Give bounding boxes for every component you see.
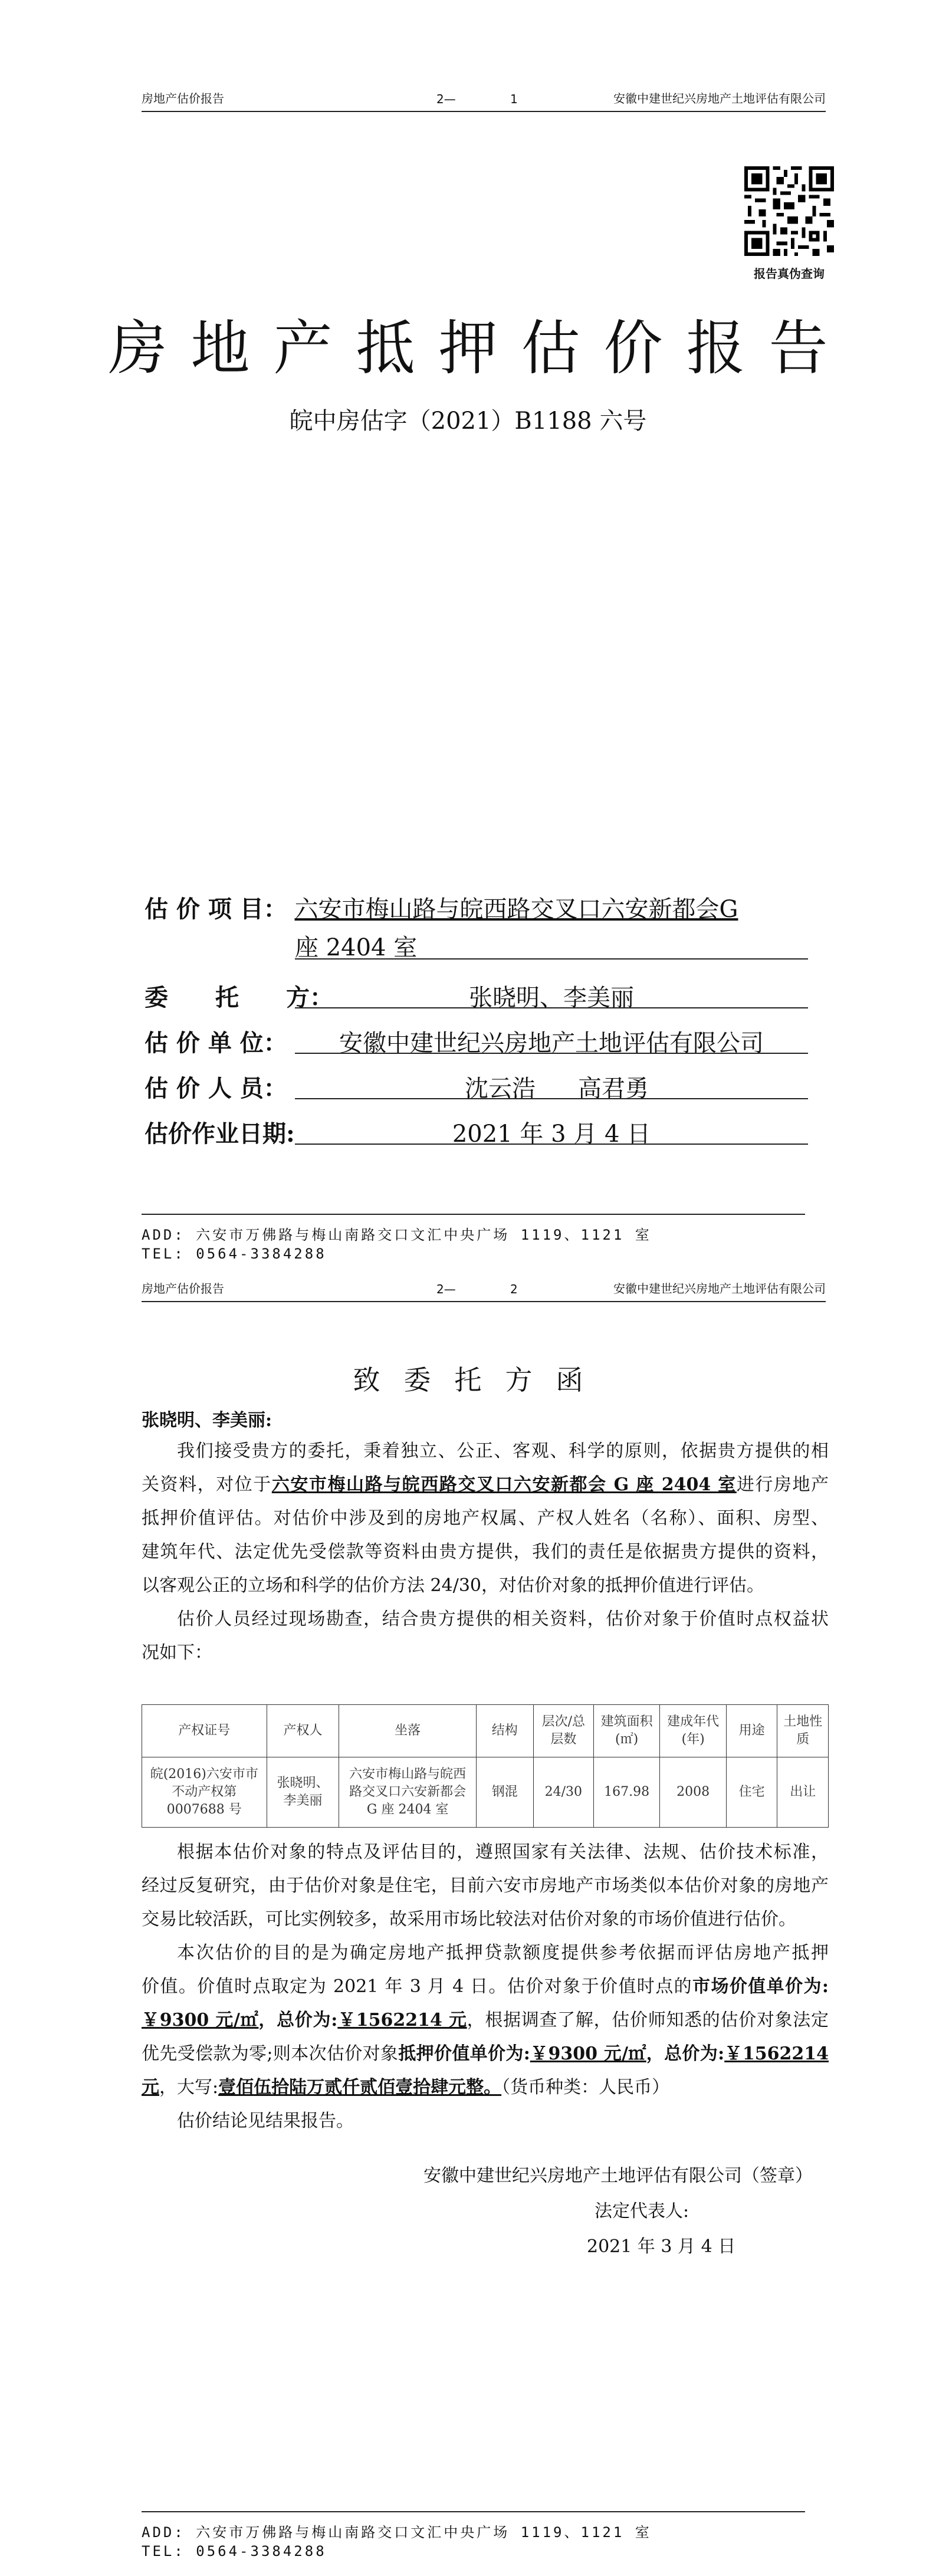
td-floors: 24/30 — [533, 1757, 593, 1828]
paragraph-3 — [142, 1835, 829, 1936]
paragraph-1 — [142, 1434, 829, 1602]
header-company: 安徽中建世纪兴房地产土地评估有限公司 — [613, 91, 826, 106]
p4-text: 优先受偿款为零;则本次估价对象 — [142, 2043, 399, 2064]
property-table — [142, 1704, 829, 1828]
appraiser-label: 估 价 人 员： — [144, 1075, 287, 1102]
p1-line: 我们接受贵方的委托，秉着独立、公正、客观、科学的原则，依据贵方提供的相 — [177, 1441, 829, 1461]
date-underline — [295, 1144, 808, 1145]
footer-tel: TEL: 0564-3384288 — [142, 1246, 327, 1262]
date-label: 估价作业日期: — [144, 1120, 295, 1148]
table-header-row — [142, 1705, 829, 1757]
footer-rule — [142, 1214, 805, 1215]
p4-line — [142, 1970, 829, 2003]
th-area: 建筑面积(㎡) — [593, 1705, 660, 1757]
qr-code-icon[interactable] — [744, 166, 834, 256]
amount-in-words: 壹佰伍拾陆万贰仟贰佰壹拾肆元整。 — [218, 2077, 502, 2098]
client-label: 委 托 方： — [144, 984, 333, 1011]
th-owner: 产权人 — [267, 1705, 339, 1757]
unit-field — [144, 1024, 287, 1058]
td-location: 六安市梅山路与皖西路交叉口六安新都会 G 座 2404 室 — [339, 1757, 476, 1828]
p1-text: 进行房地产 — [736, 1474, 829, 1495]
td-use: 住宅 — [726, 1757, 777, 1828]
p1-line: 建筑年代、法定优先受偿款等资料由贵方提供，我们的责任是依据贵方提供的资料， — [142, 1542, 829, 1562]
p4-text: ，大写: — [159, 2077, 219, 2098]
salutation: 张晓明、李美丽: — [142, 1410, 272, 1431]
property-address: 六安市梅山路与皖西路交叉口六安新都会 G 座 2404 室 — [271, 1474, 737, 1495]
appraiser-field — [144, 1070, 287, 1103]
th-year: 建成年代(年) — [660, 1705, 727, 1757]
paragraph-2 — [142, 1602, 829, 1670]
report-number: 皖中房估字（2021）B1188 六号 — [289, 408, 647, 435]
th-location: 坐落 — [339, 1705, 476, 1757]
cover-page — [0, 0, 936, 1279]
td-owner: 张晓明、李美丽 — [267, 1757, 339, 1828]
currency-type: （货币种类：人民币） — [501, 2077, 670, 2098]
market-total-price: ￥1562214 元 — [337, 2010, 467, 2030]
unit-value: 安徽中建世纪兴房地产土地评估有限公司 — [339, 1030, 764, 1057]
client-value: 张晓明、李美丽 — [469, 984, 634, 1011]
footer-address: ADD: 六安市万佛路与梅山南路交口文汇中央广场 1119、1121 室 — [142, 2524, 652, 2541]
report-title: 房地产抵押估价报告 — [108, 314, 852, 383]
td-structure: 钢混 — [476, 1757, 533, 1828]
p1-text: 关资料，对位于 — [142, 1474, 272, 1495]
date-field — [144, 1115, 295, 1149]
market-total-label: ，总价为: — [258, 2010, 338, 2030]
mortgage-total-label: ，总价为: — [646, 2043, 725, 2064]
p1-line: 以客观公正的立场和科学的估价方法 24/30，对估价对象的抵押价值进行评估。 — [142, 1575, 764, 1596]
td-area: 167.98 — [593, 1757, 660, 1828]
td-cert: 皖(2016)六安市市不动产权第 0007688 号 — [142, 1757, 267, 1828]
client-underline — [295, 1007, 808, 1008]
project-label: 估 价 项 目： — [144, 895, 287, 923]
p4-line — [142, 2037, 829, 2071]
p2-line: 况如下： — [142, 1642, 212, 1663]
th-cert: 产权证号 — [142, 1705, 267, 1757]
p1-line: 抵押价值评估。对估价中涉及到的房地产权属、产权人姓名（名称）、面积、房型、 — [142, 1508, 829, 1529]
letter-title: 致委托方函 — [353, 1364, 607, 1396]
project-field-cont — [295, 929, 417, 962]
th-land: 土地性质 — [777, 1705, 829, 1757]
footer-address: ADD: 六安市万佛路与梅山南路交口文汇中央广场 1119、1121 室 — [142, 1227, 652, 1243]
project-value-line1: 六安市梅山路与皖西路交叉口六安新都会G — [294, 896, 738, 923]
mortgage-total-price: ￥1562214 — [724, 2043, 829, 2064]
unit-label: 估 价 单 位： — [144, 1029, 287, 1057]
paragraph-4 — [142, 1936, 829, 2104]
project-underline — [295, 958, 808, 960]
appraiser-underline — [295, 1098, 808, 1099]
header-company: 安徽中建世纪兴房地产土地评估有限公司 — [613, 1282, 826, 1296]
header-dash: 2— — [436, 92, 456, 106]
market-unit-label: 市场价值单价为: — [692, 1976, 829, 1997]
p3-line: 根据本估价对象的特点及评估目的，遵照国家有关法律、法规、估价技术标准， — [177, 1842, 829, 1862]
footer-tel: TEL: 0564-3384288 — [142, 2543, 327, 2559]
td-land: 出让 — [777, 1757, 829, 1828]
project-value-line2: 座 2404 室 — [295, 934, 418, 961]
table-row — [142, 1757, 829, 1828]
header-dash: 2— — [436, 1282, 456, 1296]
currency-unit: 元 — [142, 2077, 159, 2098]
mortgage-unit-price: ￥9300 元/㎡ — [530, 2043, 646, 2064]
sign-representative: 法定代表人: — [595, 2201, 689, 2222]
p5-line: 估价结论见结果报告。 — [177, 2111, 354, 2131]
p4-text: ，根据调查了解，估价师知悉的估价对象法定 — [467, 2010, 829, 2030]
date-value: 2021 年 3 月 4 日 — [452, 1121, 651, 1148]
p1-line-address — [142, 1468, 829, 1501]
letter-page — [0, 1279, 936, 2576]
appraiser-value-1: 沈云浩 — [465, 1075, 536, 1102]
sign-company: 安徽中建世纪兴房地产土地评估有限公司（签章） — [423, 2166, 813, 2186]
qr-caption: 报告真伪查询 — [754, 267, 825, 281]
header-page-number: 1 — [510, 92, 518, 106]
header-title: 房地产估价报告 — [142, 1282, 224, 1296]
th-structure: 结构 — [476, 1705, 533, 1757]
p4-line: 本次估价的目的是为确定房地产抵押贷款额度提供参考依据而评估房地产抵押 — [177, 1943, 829, 1963]
running-header — [142, 1279, 826, 1302]
header-title: 房地产估价报告 — [142, 91, 224, 106]
td-year: 2008 — [660, 1757, 727, 1828]
header-page-number: 2 — [510, 1282, 518, 1296]
unit-underline — [295, 1053, 808, 1054]
p4-text: 价值。价值时点取定为 2021 年 3 月 4 日。估价对象于价值时点的 — [142, 1976, 693, 1997]
p3-line: 交易比较活跃，可比实例较多，故采用市场比较法对估价对象的市场价值进行估价。 — [142, 1909, 796, 1930]
sign-date: 2021 年 3 月 4 日 — [587, 2236, 736, 2257]
p2-line: 估价人员经过现场勘查，结合贵方提供的相关资料，估价对象于价值时点权益状 — [177, 1609, 829, 1629]
footer-rule — [142, 2511, 805, 2512]
project-field — [144, 891, 738, 924]
th-use: 用途 — [726, 1705, 777, 1757]
paragraph-5 — [142, 2104, 829, 2138]
p4-line — [142, 2003, 829, 2037]
market-unit-price: ￥9300 元/㎡ — [142, 2010, 259, 2030]
p3-line: 经过反复研究，由于估价对象是住宅，目前六安市房地产市场类似本估价对象的房地产 — [142, 1875, 829, 1896]
mortgage-unit-label: 抵押价值单价为: — [398, 2043, 530, 2064]
appraiser-value-2: 高君勇 — [578, 1075, 649, 1102]
running-header — [142, 88, 826, 112]
p4-line — [142, 2071, 829, 2104]
th-floors: 层次/总层数 — [533, 1705, 593, 1757]
